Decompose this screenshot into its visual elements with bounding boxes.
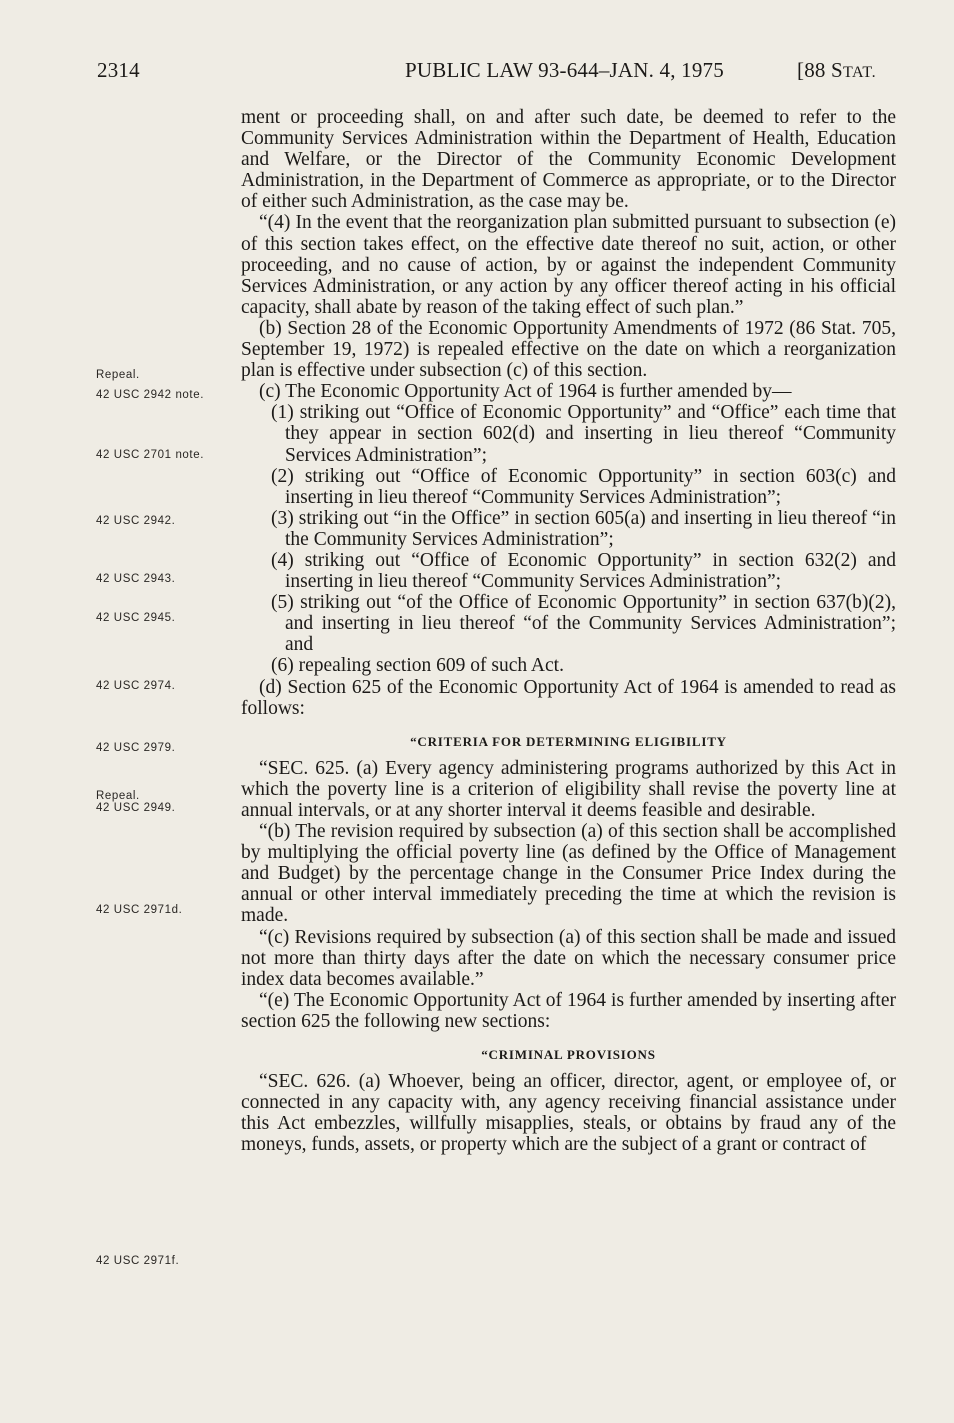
- volume-citation-suffix: TAT.: [842, 64, 877, 81]
- paragraph: (d) Section 625 of the Economic Opportunity Act of 1964 is amended to read as follows:: [241, 676, 896, 719]
- list-item: (5) striking out “of the Office of Economic Opportunity” in section 637(b)(2), and inserting in lieu thereof “of the Community Services Administration”; and: [271, 592, 896, 656]
- margin-note-citation: 42 USC 2971f.: [96, 1255, 180, 1267]
- paragraph: “(b) The revision required by subsection (a) of this section shall be accomplished by multiplying the official poverty line (as defined by the Office of Management and Budget) by the percentage change in the Consumer Price Index during the annual or other interval immediately preceding the time at which the revision is made.: [241, 821, 896, 927]
- paragraph: ment or proceeding shall, on and after such date, be deemed to refer to the Community Services Administration within the Department of Health, Education and Welfare, or the Director of the Community Economic Development Administration, in the Department of Commerce as appropriate, or to the Director of either such Administration, as the case may be.: [241, 107, 896, 213]
- margin-note-repeal: Repeal.: [96, 369, 140, 381]
- list-item: (6) repealing section 609 of such Act.: [271, 655, 564, 677]
- paragraph: (b) Section 28 of the Economic Opportunity Amendments of 1972 (86 Stat. 705, September 19, 1972) is repealed effective on the date on which a reorganization plan is effective under subsection (c) of this section.: [241, 317, 896, 382]
- volume-citation-prefix: [88 S: [797, 58, 843, 82]
- body-text: [241, 107, 896, 1156]
- margin-note-citation: 42 USC 2943.: [96, 573, 176, 585]
- volume-citation: [797, 58, 876, 83]
- margin-note-citation: 42 USC 2942.: [96, 515, 176, 527]
- list-item: (4) striking out “Office of Economic Opportunity” in section 632(2) and inserting in lieu thereof “Community Services Administration”;: [271, 549, 896, 593]
- margin-note-citation: 42 USC 2979.: [96, 742, 176, 754]
- paragraph: “SEC. 626. (a) Whoever, being an officer, director, agent, or employee of, or connected in any capacity with, any agency receiving financial assistance under this Act embezzles, willfully misapplies, steals, or obtains by fraud any of the moneys, funds, assets, or property which are the subject of a grant or contract of: [241, 1071, 896, 1156]
- page-number: 2314: [97, 58, 140, 82]
- paragraph: “SEC. 625. (a) Every agency administering programs authorized by this Act in which the poverty line is a criterion of eligibility shall revise the poverty line at annual intervals, or at any shorter interval it deems feasible and desirable.: [241, 757, 896, 821]
- margin-note-repeal: Repeal.: [96, 790, 140, 802]
- margin-note-citation: 42 USC 2974.: [96, 680, 176, 692]
- margin-note-citation: 42 USC 2945.: [96, 612, 176, 624]
- paragraph: “(4) In the event that the reorganization plan submitted pursuant to subsection (e) of this section takes effect, on the effective date thereof no suit, action, or other proceeding, and no cause of action, by or against the independent Community Services Administration, or any action by any officer thereof acting in his official capacity, shall abate by reason of the taking effect of such plan.”: [241, 212, 896, 318]
- paragraph: “(c) Revisions required by subsection (a) of this section shall be made and issued not more than thirty days after the date on which the necessary consumer price index data becomes available.”: [241, 926, 896, 990]
- margin-note-citation: 42 USC 2971d.: [96, 904, 183, 916]
- section-heading: “CRITERIA FOR DETERMINING ELIGIBILITY: [410, 733, 727, 749]
- margin-note-citation: 42 USC 2949.: [96, 802, 176, 814]
- margin-note-citation: 42 USC 2942 note.: [96, 389, 205, 401]
- paragraph: “(e) The Economic Opportunity Act of 1964 is further amended by inserting after section 625 the following new sections:: [241, 989, 896, 1032]
- margin-note-citation: 42 USC 2701 note.: [96, 449, 205, 461]
- list-item: (3) striking out “in the Office” in section 605(a) and inserting in lieu thereof “in the Community Services Administration”;: [271, 507, 896, 550]
- list-item: (1) striking out “Office of Economic Opportunity” and “Office” each time that they appear in section 602(d) and inserting in lieu thereof “Community Services Administration”;: [271, 402, 896, 466]
- running-header-title: PUBLIC LAW 93-644–JAN. 4, 1975: [405, 58, 724, 82]
- paragraph: (c) The Economic Opportunity Act of 1964 is further amended by—: [259, 381, 792, 403]
- list-item: (2) striking out “Office of Economic Opportunity” in section 603(c) and inserting in lieu thereof “Community Services Administration”;: [271, 465, 896, 508]
- section-heading: “CRIMINAL PROVISIONS: [481, 1047, 656, 1063]
